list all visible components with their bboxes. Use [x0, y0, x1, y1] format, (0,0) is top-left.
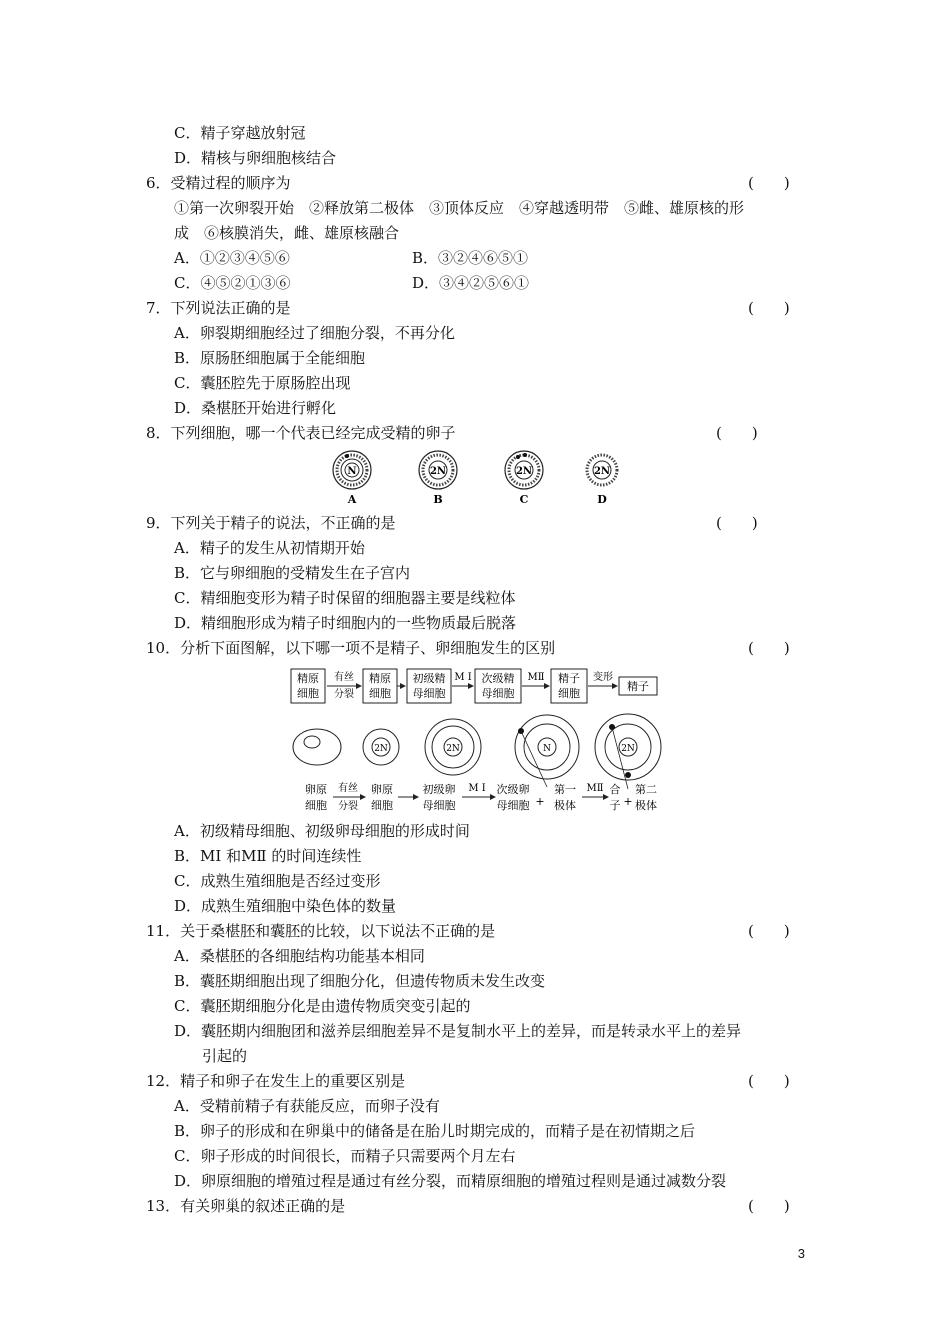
svg-text:合: 合 [609, 783, 621, 796]
svg-text:精子: 精子 [558, 672, 580, 685]
svg-text:极体: 极体 [635, 799, 657, 812]
q9-option-c: C．精细胞变形为精子时保留的细胞器主要是线粒体 [174, 589, 516, 607]
svg-text:细胞: 细胞 [371, 799, 393, 812]
svg-text:母细胞: 母细胞 [496, 799, 530, 812]
cell-d-label: D [597, 493, 607, 506]
q9-option-d: D．精细胞形成为精子时细胞内的一些物质最后脱落 [174, 614, 517, 632]
svg-text:细胞: 细胞 [297, 687, 319, 700]
egg-row-labels [305, 781, 657, 812]
q10-option-d: D．成熟生殖细胞中染色体的数量 [174, 897, 397, 915]
svg-text:卵原: 卵原 [305, 783, 327, 796]
svg-text:M Ⅰ: M Ⅰ [454, 672, 472, 683]
svg-text:精原: 精原 [369, 672, 391, 685]
svg-text:细胞: 细胞 [369, 687, 391, 700]
q6-option-a: A．①②③④⑤⑥ [174, 249, 290, 267]
q12-option-c: C．卵子形成的时间很长，而精子只需要两个月左右 [174, 1147, 516, 1165]
svg-text:变形: 变形 [593, 672, 613, 683]
q11-answer-paren: ( ) [748, 922, 790, 940]
svg-text:有丝: 有丝 [334, 672, 354, 683]
q12-option-b: B．卵子的形成和在卵巢中的储备是在胎儿时期完成的，而精子是在初情期之后 [174, 1122, 696, 1140]
q5-option-d: D．精核与卵细胞核结合 [174, 149, 337, 167]
svg-text:分裂: 分裂 [338, 801, 358, 812]
page-number: 3 [797, 1246, 805, 1261]
q9-option-b: B．它与卵细胞的受精发生在子宫内 [174, 564, 411, 582]
svg-text:有丝: 有丝 [338, 783, 358, 794]
q6-option-d: D．③④②⑤⑥① [412, 274, 530, 292]
svg-text:MⅡ: MⅡ [586, 783, 604, 794]
q9-answer-paren: ( ) [716, 514, 758, 532]
svg-text:初级精: 初级精 [412, 672, 446, 685]
svg-text:卵原: 卵原 [371, 783, 393, 796]
cell-b-label: B [433, 493, 443, 506]
q11-option-a: A．桑椹胚的各细胞结构功能基本相同 [174, 947, 425, 965]
q6-stem: 6．受精过程的顺序为 [146, 174, 291, 192]
svg-text:母细胞: 母细胞 [422, 799, 456, 812]
svg-text:第一: 第一 [554, 783, 576, 796]
svg-text:分裂: 分裂 [334, 689, 354, 700]
sperm-row [291, 669, 657, 703]
q7-option-c: C．囊胚腔先于原肠腔出现 [174, 374, 351, 392]
q8-answer-paren: ( ) [716, 424, 758, 442]
q10-option-c: C．成熟生殖细胞是否经过变形 [174, 872, 381, 890]
svg-text:母细胞: 母细胞 [481, 687, 515, 700]
cell-d-nucleus: 2N [593, 466, 611, 477]
q8-cell-figure [320, 450, 630, 510]
cell-a [333, 451, 371, 506]
svg-text:+: + [535, 795, 545, 808]
svg-text:MⅡ: MⅡ [527, 672, 545, 683]
q6-option-c: C．④⑤②①③⑥ [174, 274, 291, 292]
q13-stem: 13．有关卵巢的叙述正确的是 [146, 1197, 346, 1215]
cell-b [419, 451, 457, 506]
q10-stem: 10．分析下面图解，以下哪一项不是精子、卵细胞发生的区别 [146, 639, 556, 657]
q12-option-a: A．受精前精子有获能反应，而卵子没有 [174, 1097, 440, 1115]
q11-stem: 11．关于桑椹胚和囊胚的比较，以下说法不正确的是 [146, 922, 496, 940]
q13-answer-paren: ( ) [748, 1197, 790, 1215]
svg-text:母细胞: 母细胞 [412, 687, 446, 700]
cell-b-nucleus: 2N [429, 466, 447, 477]
svg-text:N: N [543, 744, 551, 754]
cell-d [587, 455, 617, 506]
cell-c-label: C [519, 493, 529, 506]
q10-option-b: B．MⅠ 和MⅡ 的时间连续性 [174, 847, 362, 865]
svg-text:2N: 2N [374, 744, 388, 754]
q9-stem: 9．下列关于精子的说法，不正确的是 [146, 514, 396, 532]
q5-option-c: C．精子穿越放射冠 [174, 124, 306, 142]
svg-text:2N: 2N [446, 744, 460, 754]
svg-text:M Ⅰ: M Ⅰ [468, 783, 486, 794]
svg-text:次级卵: 次级卵 [496, 783, 530, 796]
q7-answer-paren: ( ) [748, 299, 790, 317]
svg-text:精子: 精子 [627, 680, 649, 693]
q12-answer-paren: ( ) [748, 1072, 790, 1090]
q7-option-b: B．原肠胚细胞属于全能细胞 [174, 349, 366, 367]
svg-text:细胞: 细胞 [558, 687, 580, 700]
q8-stem: 8．下列细胞，哪一个代表已经完成受精的卵子 [146, 424, 456, 442]
q11-option-d-line2: 引起的 [202, 1047, 248, 1065]
svg-text:子: 子 [609, 799, 621, 812]
svg-text:初级卵: 初级卵 [422, 783, 456, 796]
cell-a-nucleus: N [347, 466, 357, 477]
svg-text:精原: 精原 [297, 672, 319, 685]
q7-option-a: A．卵裂期细胞经过了细胞分裂，不再分化 [174, 324, 455, 342]
egg-row [293, 714, 661, 789]
q7-stem: 7．下列说法正确的是 [146, 299, 291, 317]
svg-text:极体: 极体 [554, 799, 576, 812]
q6-answer-paren: ( ) [748, 174, 790, 192]
q6-sequence-line2: 成 ⑥核膜消失，雌、雄原核融合 [174, 224, 400, 242]
q7-option-d: D．桑椹胚开始进行孵化 [174, 399, 337, 417]
q6-sequence-line1: ①第一次卵裂开始 ②释放第二极体 ③顶体反应 ④穿越透明带 ⑤雌、雄原核的形 [174, 199, 745, 217]
q11-option-d-line1: D．囊胚期内细胞团和滋养层细胞差异不是复制水平上的差异，而是转录水平上的差异 [174, 1022, 742, 1040]
cell-c [505, 451, 543, 506]
q10-option-a: A．初级精母细胞、初级卵母细胞的形成时间 [174, 822, 470, 840]
q6-option-b: B．③②④⑥⑤① [412, 249, 529, 267]
q9-option-a: A．精子的发生从初情期开始 [174, 539, 365, 557]
svg-text:+: + [623, 795, 633, 808]
q10-answer-paren: ( ) [748, 639, 790, 657]
svg-text:2N: 2N [621, 744, 635, 754]
svg-text:细胞: 细胞 [305, 799, 327, 812]
q12-stem: 12．精子和卵子在发生上的重要区别是 [146, 1072, 406, 1090]
cell-c-nucleus: 2N [515, 466, 533, 477]
q11-option-c: C．囊胚期细胞分化是由遗传物质突变引起的 [174, 997, 471, 1015]
svg-text:第二: 第二 [635, 783, 657, 796]
q12-option-d: D．卵原细胞的增殖过程是通过有丝分裂，而精原细胞的增殖过程则是通过减数分裂 [174, 1172, 727, 1190]
q11-option-b: B．囊胚期细胞出现了细胞分化，但遗传物质未发生改变 [174, 972, 546, 990]
svg-text:次级精: 次级精 [481, 672, 515, 685]
cell-a-label: A [347, 493, 357, 506]
q10-gametogenesis-figure [285, 665, 675, 817]
